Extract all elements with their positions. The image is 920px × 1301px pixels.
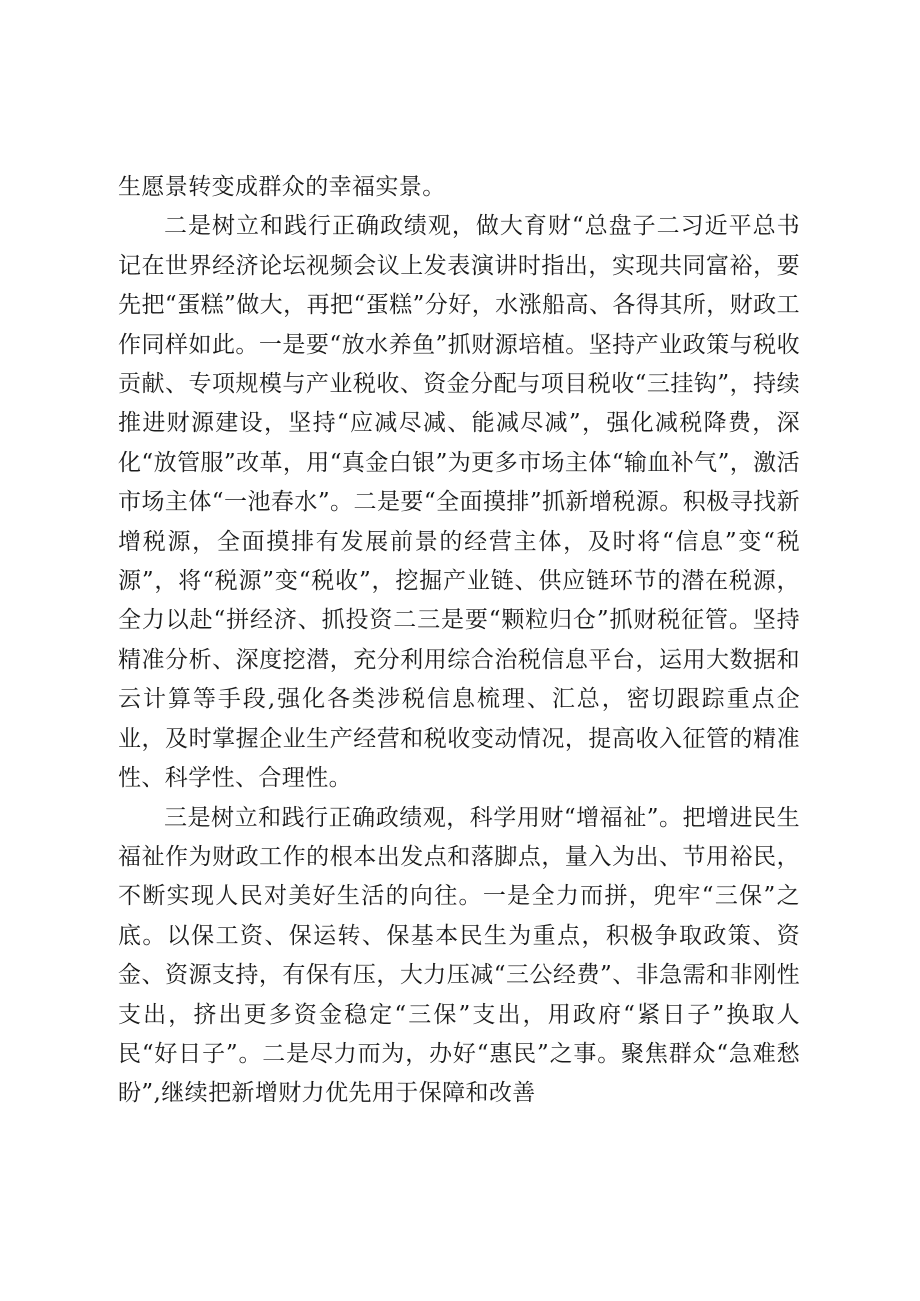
paragraph-welfare-spending: 三是树立和践行正确政绩观，科学用财“增福祉”。把增进民生福祉作为财政工作的根本出发点和落脚点，量入为出、节用裕民，不断实现人民对美好生活的向往。一是全力而拼，兜牢“三保”之底。以保工资、保运转、保基本民生为重点，积极争取政策、资金、资源支持，有保有压，大力压减“三公经费”、非急需和非刚性支出，挤出更多资金稳定“三保”支出，用政府“紧日子”换取人民“好日子”。二是尽力而为，办好“惠民”之事。聚焦群众“急难愁盼”,继续把新增财力优先用于保障和改善	[118, 804, 800, 1107]
paragraph-revenue-growth: 二是树立和践行正确政绩观，做大育财“总盘子二习近平总书记在世界经济论坛视频会议上发表演讲时指出，实现共同富裕，要先把“蛋糕”做大，再把“蛋糕”分好，水涨船高、各得其所，财政工作同样如此。一是要“放水养鱼”抓财源培植。坚持产业政策与税收贡献、专项规模与产业税收、资金分配与项目税收“三挂钩”，持续推进财源建设，坚持“应减尽减、能减尽减”，强化减税降费，深化“放管服”改革，用“真金白银”为更多市场主体“输血补气”，激活市场主体“一池春水”。二是要“全面摸排”抓新增税源。积极寻找新增税源，全面摸排有发展前景的经营主体，及时将“信息”变“税源”，将“税源”变“税收”，挖掘产业链、供应链环节的潜在税源，全力以赴“拼经济、抓投资二三是要“颗粒归仓”抓财税征管。坚持精准分析、深度挖潜，充分利用综合治税信息平台，运用大数据和云计算等手段,强化各类涉税信息梳理、汇总，密切跟踪重点企业，及时掌握企业生产经营和税收变动情况，提高收入征管的精准性、科学性、合理性。	[118, 213, 800, 792]
document-body	[118, 168, 800, 1114]
paragraph-continuation: 生愿景转变成群众的幸福实景。	[118, 174, 446, 200]
